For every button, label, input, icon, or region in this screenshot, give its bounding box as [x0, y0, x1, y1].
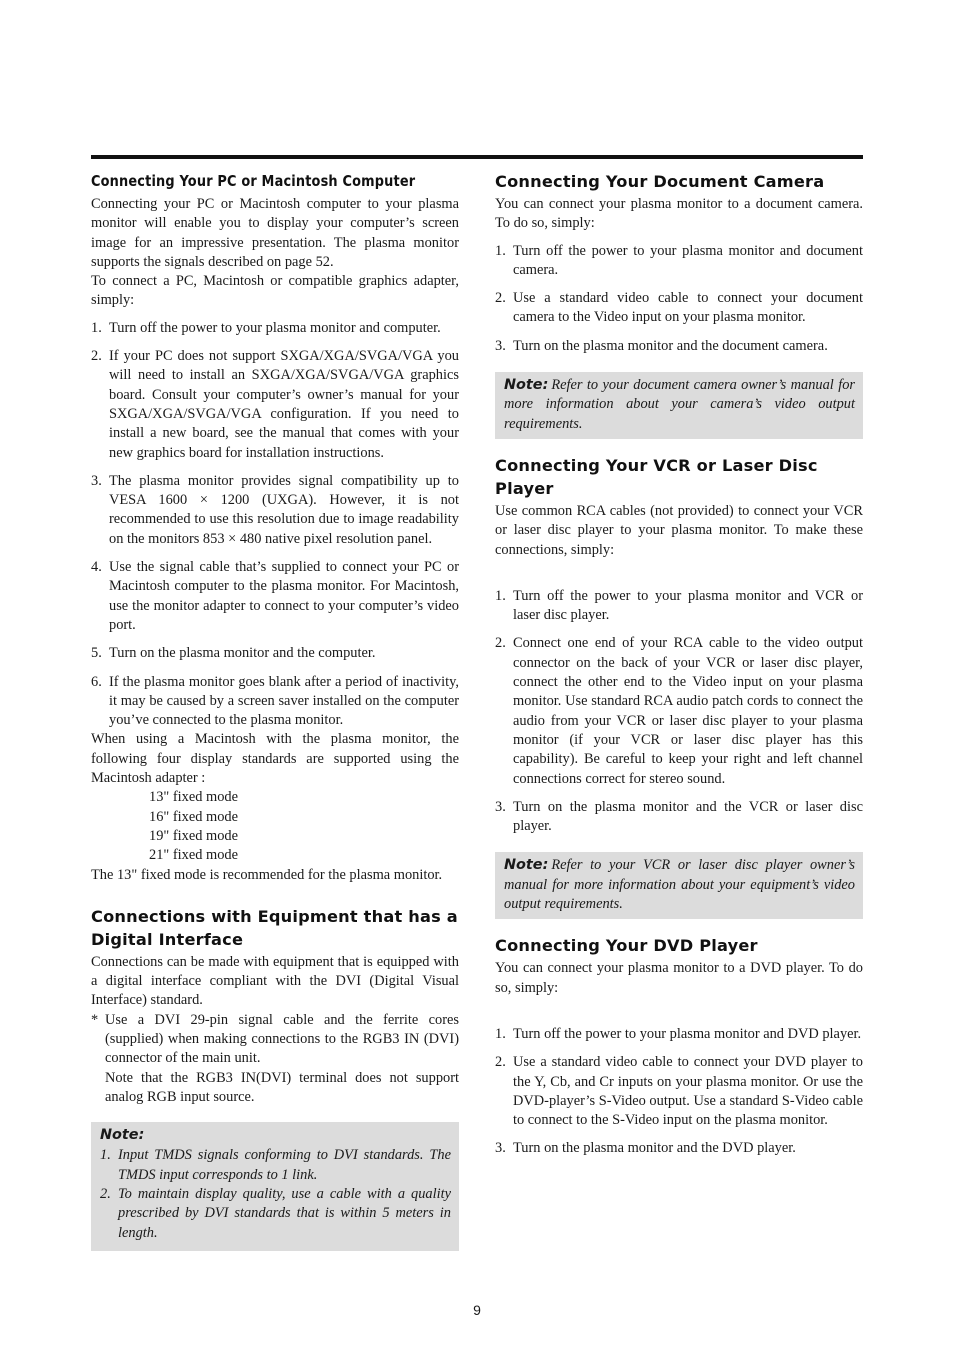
camera-step-2: 2. Use a standard video cable to connect your document camera to the Video input on your plasma monitor.	[495, 290, 863, 326]
page-number: 9	[473, 1302, 481, 1318]
mac-recommend: The 13" fixed mode is recommended for the plasma monitor.	[91, 866, 443, 883]
section-heading-camera: Connecting Your Document Camera	[495, 172, 825, 191]
pc-step-3: 3. The plasma monitor provides signal compatibility up to VESA 1600 × 1200 (UXGA). However, it is not recommended to use this resolution due to image readability on the monitors 853 × 480 native pixel resolution panel.	[91, 472, 459, 547]
mac-mode-16: 16" fixed mode	[149, 808, 238, 825]
dvd-intro: You can connect your plasma monitor to a DVD player. To do so, simply:	[495, 960, 863, 996]
camera-intro: You can connect your plasma monitor to a document camera. To do so, simply:	[495, 196, 863, 232]
digital-note-1: 1. Input TMDS signals conforming to DVI standards. The TMDS input corresponds to 1 link.	[100, 1147, 451, 1183]
pc-step-4: 4. Use the signal cable that’s supplied to connect your PC or Macintosh computer to the plasma monitor. For Macintosh, use the monitor adapter to connect to your computer’s video port.	[91, 559, 459, 633]
section-heading-digital: Connections with Equipment that has a Digital Interface	[91, 906, 458, 949]
mac-mode-list	[91, 788, 459, 865]
section-digital-interface	[91, 905, 459, 1251]
vcr-steps	[495, 587, 863, 837]
pc-intro-simply: To connect a PC, Macintosh or compatible graphics adapter, simply:	[91, 273, 459, 309]
vcr-intro: Use common RCA cables (not provided) to connect your VCR or laser disc player to your plasma monitor. To make these connections, simply:	[495, 502, 863, 558]
top-rule	[91, 155, 863, 159]
pc-step-1: 1. Turn off the power to your plasma monitor and computer.	[91, 319, 441, 336]
section-vcr-laser-disc	[495, 454, 863, 919]
dvd-steps	[495, 1025, 863, 1159]
mac-text: When using a Macintosh with the plasma monitor, the following four display standards are supported using the Macintosh adapter :	[91, 731, 459, 787]
vcr-step-2: 2. Connect one end of your RCA cable to the video output connector on the back of your VCR or laser disc player, connect the other end to the Video input on your plasma monitor. Use standard RCA audio patch cords to connect the audio from your VCR or laser disc player to your plasma monitor (if your VCR or laser disc player has this capability). Be careful to keep your right and left channel connections correct for stereo sound.	[495, 635, 863, 787]
right-column	[495, 170, 863, 1168]
digital-intro: Connections can be made with equipment that is equipped with a digital interface compliant with the DVI (Digital Visual Interface) standard.	[91, 953, 459, 1009]
digital-note-box	[91, 1122, 459, 1251]
vcr-note-text: Refer to your VCR or laser disc player owner’s manual for more information about your equipment’s video output requirements.	[504, 857, 855, 913]
vcr-step-1: 1. Turn off the power to your plasma monitor and VCR or laser disc player.	[495, 587, 863, 624]
digital-star-note-cont: Note that the RGB3 IN(DVI) terminal does not support analog RGB input source.	[105, 1069, 459, 1105]
camera-step-3: 3. Turn on the plasma monitor and the document camera.	[495, 337, 828, 354]
camera-step-1: 1. Turn off the power to your plasma monitor and document camera.	[495, 242, 863, 278]
pc-intro: Connecting your PC or Macintosh computer to your plasma monitor will enable you to display your computer’s screen image for an impressive presentation. The plasma monitor supports the signals described on page 52.	[91, 196, 459, 270]
section-heading-pc: Connecting Your PC or Macintosh Computer	[91, 172, 416, 190]
mac-mode-21: 21" fixed mode	[149, 847, 238, 864]
dvd-step-2: 2. Use a standard video cable to connect your DVD player to the Y, Cb, and Cr inputs on your plasma monitor. Or use the DVD-player’s S-Video output. Use a standard S-Video cable to connect to the S-Video input on the plasma monitor.	[495, 1054, 863, 1129]
section-heading-vcr: Connecting Your VCR or Laser Disc Player	[495, 455, 818, 498]
section-pc-connection	[91, 170, 459, 885]
section-dvd-player	[495, 934, 863, 1158]
pc-step-6: 6. If the plasma monitor goes blank after a period of inactivity, it may be caused by a screen saver installed on the computer you’ve connected to the plasma monitor.	[91, 673, 459, 729]
vcr-note-box	[495, 852, 863, 919]
mac-mode-19: 19" fixed mode	[149, 827, 238, 844]
dvd-step-3: 3. Turn on the plasma monitor and the DVD player.	[495, 1140, 796, 1157]
pc-steps	[91, 319, 459, 731]
dvd-step-1: 1. Turn off the power to your plasma monitor and DVD player.	[495, 1025, 862, 1042]
digital-note-2: 2. To maintain display quality, use a cable with a quality prescribed by DVI standards that is within 5 meters in length.	[100, 1186, 451, 1241]
digital-note-list	[100, 1146, 451, 1242]
camera-note-box	[495, 372, 863, 439]
note-label: Note:	[504, 857, 549, 874]
section-document-camera	[495, 170, 863, 439]
vcr-step-3: 3. Turn on the plasma monitor and the VCR or laser disc player.	[495, 798, 863, 835]
left-column	[91, 170, 459, 1251]
pc-step-2: 2. If your PC does not support SXGA/XGA/SVGA/VGA you will need to install an SXGA/XGA/SVGA/VGA graphics board. Consult your computer’s owner’s manual for your SXGA/XGA/SVGA/VGA configuration. If you need to install a new board, see the manual that comes with your new graphics board for installation instructions.	[91, 348, 459, 461]
pc-step-5: 5. Turn on the plasma monitor and the computer.	[91, 645, 376, 662]
section-heading-dvd: Connecting Your DVD Player	[495, 936, 758, 956]
mac-mode-13: 13" fixed mode	[149, 789, 238, 806]
camera-steps	[495, 242, 863, 356]
camera-note-text: Refer to your document camera owner’s manual for more information about your camera’s video output requirements.	[504, 377, 855, 432]
note-label: Note:	[100, 1127, 145, 1144]
digital-star-note: * Use a DVI 29-pin signal cable and the ferrite cores (supplied) when making connections to the RGB3 IN (DVI) connector of the main unit.	[91, 1011, 459, 1067]
note-label: Note:	[504, 377, 549, 394]
